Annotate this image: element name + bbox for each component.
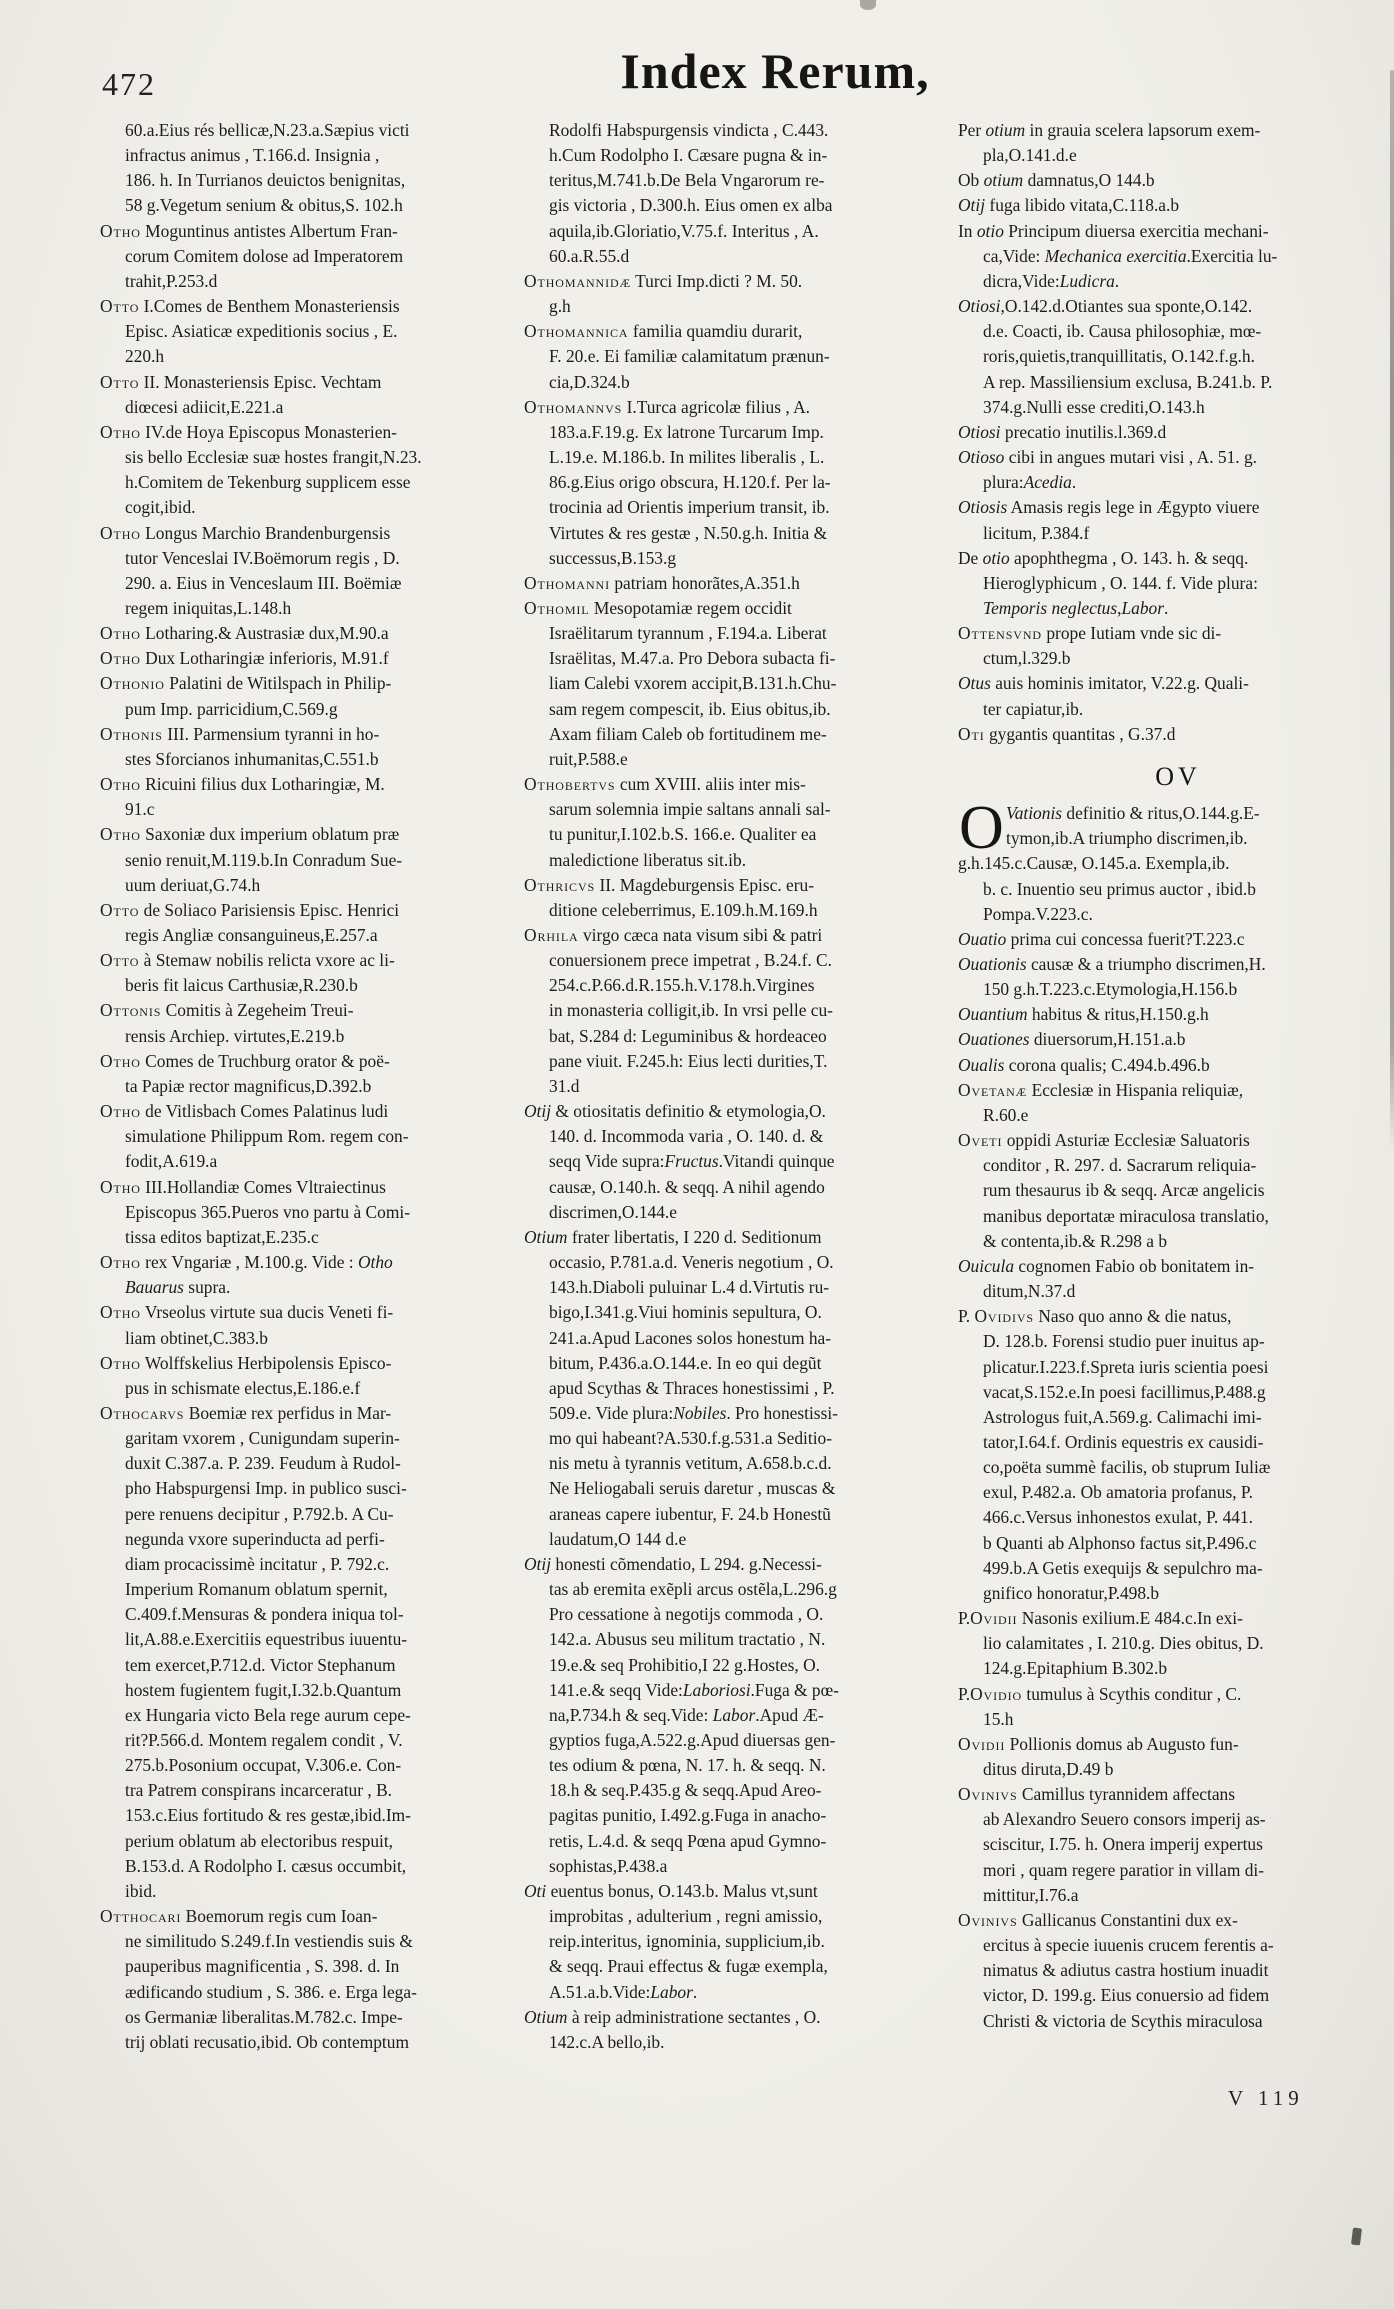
index-line: ne similitudo S.249.f.In vestiendis suis & (125, 1931, 413, 1952)
index-line: ta Papiæ rector magnificus,D.392.b (125, 1075, 372, 1096)
index-line: Ovetanæ Ecclesiæ in Hispania reliquiæ, (958, 1079, 1244, 1100)
index-line: Otho III.Hollandiæ Comes Vltraiectinus (100, 1176, 386, 1197)
index-line: trahit,P.253.d (125, 270, 218, 291)
index-line: corum Comitem dolose ad Imperatorem (125, 245, 404, 266)
index-line: Otthocari Boemorum regis cum Ioan- (100, 1906, 378, 1927)
index-line: plicatur.I.223.f.Spreta iuris scientia poesi (983, 1356, 1269, 1377)
index-line: 124.g.Epitaphium B.302.b (983, 1658, 1168, 1679)
index-line: B.153.d. A Rodolpho I. cæsus occumbit, (125, 1855, 407, 1876)
index-line: successus,B.153.g (549, 547, 677, 568)
index-line: 509.e. Vide plura:Nobiles. Pro honestissi- (549, 1402, 838, 1423)
index-line: 31.d (549, 1075, 580, 1096)
index-line: ruit,P.588.e (549, 748, 628, 769)
index-line: Otho Ricuini filius dux Lotharingiæ, M. (100, 774, 385, 795)
index-line: 466.c.Versus inhonestos exulat, P. 441. (983, 1507, 1254, 1528)
index-line: lit,A.88.e.Exercitiis equestribus iuuentu- (125, 1629, 408, 1650)
index-line: Otioso cibi in angues mutari visi , A. 51. g. (958, 447, 1258, 468)
index-line: trij oblati recusatio,ibid. Ob contemptum (125, 2031, 409, 2052)
index-line: gyptios fuga,A.522.g.Apud diuersas gen- (549, 1730, 836, 1750)
index-line: A rep. Massiliensium exclusa, B.241.b. P. (983, 371, 1273, 392)
index-line: A.51.a.b.Vide:Labor. (549, 1981, 698, 2002)
index-line: fodit,A.619.a (125, 1151, 218, 1172)
index-line: conuersionem prece impetrat , B.24.f. C. (549, 950, 832, 971)
index-line: Ouationis causæ & a triumpho discrimen,H. (958, 954, 1266, 974)
index-line: 15.h (983, 1708, 1014, 1729)
index-line: h.Cum Rodolpho I. Cæsare pugna & in- (549, 145, 828, 166)
index-line: Otho Comes de Truchburg orator & poë- (100, 1050, 390, 1071)
index-line: Christi & victoria de Scythis miraculosa (983, 2010, 1263, 2031)
index-line: lio calamitates , I. 210.g. Dies obitus, D. (983, 1633, 1264, 1654)
index-line: 254.c.P.66.d.R.155.h.V.178.h.Virgines (549, 975, 815, 996)
index-line: 86.g.Eius origo obscura, H.120.f. Per la- (549, 472, 831, 493)
index-line: rum thesaurus ib & seqq. Arcæ angelicis (983, 1180, 1265, 1201)
index-line: 60.a.Eius rés bellicæ,N.23.a.Sæpius victi (125, 120, 410, 140)
section-header: OV (1155, 761, 1201, 791)
index-line: Otium frater libertatis, I 220 d. Seditionum (524, 1226, 822, 1247)
index-line: g.h (549, 296, 571, 317)
index-line: occasio, P.781.a.d. Veneris negotium , O. (549, 1252, 834, 1273)
index-line: Otium à reip administratione sectantes , O. (524, 2006, 821, 2027)
index-line: pus in schismate electus,E.186.e.f (125, 1377, 361, 1398)
index-line: Othobertvs cum XVIII. aliis inter mis- (524, 774, 806, 795)
index-line: Othomanni patriam honorãtes,A.351.h (524, 572, 800, 593)
index-line: discrimen,O.144.e (549, 1201, 677, 1222)
index-line: regem iniquitas,L.148.h (125, 597, 292, 618)
index-line: 499.b.A Getis exequijs & sepulchro ma- (983, 1557, 1263, 1578)
index-line: liam Calebi vxorem accipit,B.131.h.Chu- (549, 673, 837, 694)
index-line: tes odium & pœna, N. 17. h. & seqq. N. (549, 1755, 826, 1776)
index-line: Otto à Stemaw nobilis relicta vxore ac li- (100, 950, 395, 971)
index-line: retis, L.4.d. & seqq Pœna apud Gymno- (549, 1830, 827, 1851)
index-line: Otto I.Comes de Benthem Monasteriensis (100, 296, 400, 317)
index-line: 142.a. Abusus seu militum tractatio , N. (549, 1629, 826, 1650)
index-line: simulatione Philippum Rom. regem con- (125, 1126, 409, 1147)
index-line: Otho Longus Marchio Brandenburgensis (100, 522, 391, 543)
index-line: 374.g.Nulli esse crediti,O.143.h (983, 396, 1205, 417)
index-line: improbitas , adulterium , regni amissio, (549, 1906, 823, 1927)
index-line: vacat,S.152.e.In poesi facillimus,P.488.g (983, 1381, 1266, 1402)
index-line: pum Imp. parricidium,C.569.g (125, 698, 338, 719)
index-line: tem exercet,P.712.d. Victor Stephanum (125, 1654, 396, 1675)
index-line: Ovinivs Gallicanus Constantini dux ex- (958, 1909, 1238, 1930)
index-line: sciscitur, I.75. h. Onera imperij expertus (983, 1834, 1263, 1855)
index-line: ædificando studium , S. 386. e. Erga lega- (125, 1981, 417, 2002)
index-line: ditus diruta,D.49 b (983, 1759, 1114, 1779)
index-line: trocinia ad Orientis imperium transit, ib. (549, 497, 830, 518)
index-line: Orhila virgo cæca nata visum sibi & patri (524, 925, 823, 945)
signature-mark: V 119 (1228, 2086, 1304, 2110)
index-line: Othocarvs Boemiæ rex perfidus in Mar- (100, 1402, 392, 1423)
index-line: teritus,M.741.b.De Bela Vngarorum re- (549, 170, 825, 191)
index-line: Otiosi,O.142.d.Otiantes sua sponte,O.142. (958, 296, 1253, 317)
index-line: C.409.f.Mensuras & pondera iniqua tol- (125, 1604, 404, 1625)
index-line: Otho Saxoniæ dux imperium oblatum præ (100, 824, 400, 845)
index-line: pla,O.141.d.e (983, 145, 1077, 166)
index-line: 60.a.R.55.d (549, 245, 630, 266)
index-line: Per otium in grauia scelera lapsorum exem- (958, 120, 1261, 140)
index-line: tymon,ib.A triumpho discrimen,ib. (1006, 828, 1248, 849)
index-line: Imperium Romanum oblatum spernit, (125, 1579, 388, 1600)
index-line: manibus deportatæ miraculosa translatio, (983, 1205, 1269, 1226)
index-line: 153.c.Eius fortitudo & res gestæ,ibid.Im- (125, 1805, 411, 1826)
index-line: 290. a. Eius in Venceslaum III. Boëmiæ (125, 572, 402, 593)
index-line: Otij honesti cõmendatio, L 294. g.Necessi- (524, 1553, 822, 1574)
index-line: ibid. (125, 1880, 157, 1901)
index-line: F. 20.e. Ei familiæ calamitatum prænun- (549, 346, 830, 367)
index-line: roris,quietis,tranquillitatis, O.142.f.g.h. (983, 346, 1255, 367)
index-line: Otho IV.de Hoya Episcopus Monasterien- (100, 421, 397, 442)
index-line: causæ, O.140.h. & seqq. A nihil agendo (549, 1176, 825, 1197)
index-line: Oti gygantis quantitas , G.37.d (958, 723, 1176, 744)
index-line: infractus animus , T.166.d. Insignia , (125, 145, 380, 166)
index-line: hostem fugientem fugit,I.32.b.Quantum (125, 1679, 402, 1700)
index-line: diam procacissimè incitatur , P. 792.c. (125, 1553, 390, 1574)
index-line: Othricvs II. Magdeburgensis Episc. eru- (524, 874, 815, 895)
index-line: pauperibus magnificentia , S. 398. d. In (125, 1956, 400, 1977)
index-line: sam regem compescit, ib. Eius obitus,ib. (549, 698, 831, 719)
index-line: Ouationes diuersorum,H.151.a.b (958, 1029, 1186, 1050)
index-line: 18.h & seq.P.435.g & seqq.Apud Areo- (549, 1780, 822, 1801)
index-line: & seqq. Praui effectus & fugæ exempla, (549, 1956, 828, 1977)
index-line: Otho Lotharing.& Austrasiæ dux,M.90.a (100, 623, 389, 644)
index-line: 275.b.Posonium occupat, V.306.e. Con- (125, 1755, 402, 1776)
index-line: tator,I.64.f. Ordinis equestris ex causidi- (983, 1431, 1264, 1452)
index-line: Pro cessatione à negotijs commoda , O. (549, 1604, 824, 1625)
index-line: dicra,Vide:Ludicra. (983, 270, 1120, 291)
index-line: Otiosi precatio inutilis.l.369.d (958, 421, 1167, 442)
index-line: Oualis corona qualis; C.494.b.496.b (958, 1054, 1210, 1075)
index-line: bitum, P.436.a.O.144.e. In eo qui degũt (549, 1352, 822, 1373)
index-line: 141.e.& seqq Vide:Laboriosi.Fuga & pœ- (549, 1679, 839, 1700)
index-line: Virtutes & res gestæ , N.50.g.h. Initia & (549, 522, 828, 543)
index-line: tutor Venceslai IV.Boëmorum regis , D. (125, 547, 400, 568)
index-line: P.Ovidio tumulus à Scythis conditur , C. (958, 1683, 1242, 1704)
index-line: gis victoria , D.300.h. Eius omen ex alba (549, 195, 833, 216)
index-line: P. Ovidivs Naso quo anno & die natus, (958, 1306, 1232, 1327)
index-line: Ne Heliogabali seruis daretur , muscas & (549, 1478, 836, 1499)
index-line: pere renuens decipitur , P.792.b. A Cu- (125, 1503, 394, 1524)
index-line: Hieroglyphicum , O. 144. f. Vide plura: (983, 572, 1258, 593)
index-line: Ob otium damnatus,O 144.b (958, 170, 1155, 191)
index-line: rit?P.566.d. Montem regalem condit , V. (125, 1730, 403, 1750)
index-line: bigo,I.341.g.Viui hominis sepultura, O. (549, 1302, 822, 1323)
index-line: Temporis neglectus,Labor. (983, 597, 1169, 618)
index-line: Ovinivs Camillus tyrannidem affectans (958, 1784, 1236, 1805)
index-line: Oveti oppidi Asturiæ Ecclesiæ Saluatoris (958, 1130, 1250, 1151)
index-line: O Vationis definitio & ritus,O.144.g.E- (959, 794, 1260, 863)
index-line: Ovidii Pollionis domus ab Augusto fun- (958, 1733, 1239, 1754)
index-line: Othonis III. Parmensium tyranni in ho- (100, 723, 380, 744)
index-line: rensis Archiep. virtutes,E.219.b (125, 1025, 345, 1046)
index-line: Otho Moguntinus antistes Albertum Fran- (100, 220, 398, 241)
index-line: nis metu à tyrannis vetitum, A.658.b.c.d. (549, 1453, 832, 1474)
index-line: duxit C.387.a. P. 239. Feudum à Rudol- (125, 1453, 401, 1474)
index-line: mittitur,I.76.a (983, 1884, 1079, 1905)
index-line: h.Comitem de Tekenburg supplicem esse (125, 472, 411, 493)
index-line: pane viuit. F.245.h: Eius lecti durities,T. (549, 1050, 828, 1071)
index-line: ter capiatur,ib. (983, 698, 1084, 719)
index-line: Othonio Palatini de Witilspach in Philip- (100, 673, 392, 694)
index-line: 19.e.& seq Prohibitio,I 22 g.Hostes, O. (549, 1654, 820, 1675)
index-line: 186. h. In Turrianos deuictos benignitas, (125, 170, 406, 191)
page-number: 472 (102, 66, 156, 102)
index-line: 220.h (125, 346, 165, 367)
index-line: 58 g.Vegetum senium & obitus,S. 102.h (125, 195, 403, 216)
index-line: Israëlitarum tyrannum , F.194.a. Liberat (549, 623, 827, 644)
index-line: In otio Principum diuersa exercitia mechani- (958, 220, 1269, 241)
scan-ink-blot (1351, 2228, 1362, 2246)
index-line: cogit,ibid. (125, 497, 196, 518)
index-line: Israëlitas, M.47.a. Pro Debora subacta fi- (549, 648, 836, 669)
index-column-1 (100, 118, 514, 2055)
index-line: De otio apophthegma , O. 143. h. & seqq. (958, 547, 1249, 568)
index-line: uum deriuat,G.74.h (125, 874, 261, 895)
index-line: 183.a.F.19.g. Ex latrone Turcarum Imp. (549, 421, 824, 442)
index-line: tra Patrem conspirans incarceratur , B. (125, 1780, 393, 1801)
index-column-3 (958, 118, 1394, 2055)
index-line: Otho rex Vngariæ , M.100.g. Vide : Otho (100, 1252, 393, 1273)
index-column-2 (524, 118, 948, 2055)
index-line: Otho Dux Lotharingiæ inferioris, M.91.f (100, 648, 389, 669)
index-line: negunda vxore superinducta ad perfi- (125, 1528, 385, 1549)
index-line: ca,Vide: Mechanica exercitia.Exercitia lu- (983, 245, 1278, 266)
index-line: 143.h.Diaboli puluinar L.4 d.Virtutis ru- (549, 1277, 830, 1298)
index-line: laudatum,O 144 d.e (549, 1528, 687, 1549)
index-line: Pompa.V.223.c. (983, 903, 1093, 924)
index-line: ab Alexandro Seuero consors imperij as- (983, 1809, 1266, 1830)
index-line: bat, S.284 d: Leguminibus & hordeaceo (549, 1025, 827, 1046)
index-line: tissa editos baptizat,E.235.c (125, 1226, 319, 1247)
index-line: Otho Vrseolus virtute sua ducis Veneti fi- (100, 1302, 394, 1323)
index-line: g.h.145.c.Causæ, O.145.a. Exempla,ib. (958, 853, 1230, 874)
index-line: Bauarus supra. (125, 1277, 231, 1298)
index-line: ercitus à specie iuuenis crucem ferentis a- (983, 1935, 1274, 1956)
index-line: sis bello Ecclesiæ suæ hostes frangit,N.23. (125, 447, 422, 468)
index-columns (100, 118, 1394, 2055)
index-line: exul, P.482.a. Ob amatoria profanus, P. (983, 1482, 1253, 1503)
index-line: licitum, P.384.f (983, 522, 1090, 543)
index-line: ctum,l.329.b (983, 648, 1071, 669)
index-line: P.Ovidii Nasonis exilium.E 484.c.In exi- (958, 1608, 1243, 1629)
index-line: Axam filiam Caleb ob fortitudinem me- (549, 723, 827, 744)
index-line: d.e. Coacti, ib. Causa philosophiæ, mœ- (983, 321, 1262, 342)
index-line: Otiosis Amasis regis lege in Ægypto viuere (958, 497, 1260, 518)
index-line: Rodolfi Habspurgensis vindicta , C.443. (549, 120, 829, 140)
index-line: 91.c (125, 799, 155, 820)
page-title: Index Rerum, (620, 43, 930, 99)
index-line: os Germaniæ liberalitas.M.782.c. Impe- (125, 2006, 403, 2027)
index-line: Ouicula cognomen Fabio ob bonitatem in- (958, 1255, 1255, 1276)
index-line: & contenta,ib.& R.298 a b (983, 1230, 1168, 1251)
index-line: perium oblatum ab electoribus respuit, (125, 1830, 394, 1851)
index-line: liam obtinet,C.383.b (125, 1327, 268, 1348)
index-line: ditione celeberrimus, E.109.h.M.169.h (549, 899, 818, 920)
scan-edge-artifact (1390, 70, 1394, 1150)
index-line: regis Angliæ consanguineus,E.257.a (125, 925, 378, 945)
index-line: R.60.e (983, 1104, 1029, 1125)
index-line: Otho de Vitlisbach Comes Palatinus ludi (100, 1101, 389, 1122)
index-line: Otto de Soliaco Parisiensis Episc. Henrici (100, 899, 400, 920)
index-line: 241.a.Apud Lacones solos honestum ha- (549, 1327, 832, 1348)
index-line: b Quanti ab Alphonso factus sit,P.496.c (983, 1532, 1257, 1553)
index-line: nimatus & adiutus castra hostium inuadit (983, 1960, 1269, 1981)
index-line: 150 g.h.T.223.c.Etymologia,H.156.b (983, 979, 1238, 1000)
index-line: diœcesi adiicit,E.221.a (125, 396, 284, 417)
drop-cap: O (959, 794, 1004, 863)
index-line: Ouatio prima cui concessa fuerit?T.223.c (958, 928, 1245, 949)
index-line: D. 128.b. Forensi studio puer inuitus ap- (983, 1331, 1265, 1352)
index-line: co,poëta summè facilis, ob stuprum Iuliæ (983, 1457, 1271, 1478)
index-line: sophistas,P.438.a (549, 1855, 668, 1876)
index-line: L.19.e. M.186.b. In milites liberalis , L. (549, 447, 825, 468)
index-line: Otij fuga libido vitata,C.118.a.b (958, 195, 1180, 216)
index-line: na,P.734.h & seq.Vide: Labor.Apud Æ- (549, 1704, 824, 1725)
index-line: Othomannidæ Turci Imp.dicti ? M. 50. (524, 270, 803, 291)
index-line: conditor , R. 297. d. Sacrarum reliquia- (983, 1155, 1257, 1176)
index-line: Othomannica familia quamdiu durarit, (524, 321, 803, 342)
index-line: Otij & otiositatis definitio & etymologia,O. (524, 1101, 826, 1122)
index-line: Ouantium habitus & ritus,H.150.g.h (958, 1004, 1209, 1025)
index-line: Ottonis Comitis à Zegeheim Treui- (100, 1000, 354, 1021)
index-line: 140. d. Incommoda varia , O. 140. d. & (549, 1126, 824, 1147)
index-line: pho Habspurgensi Imp. in publico susci- (125, 1478, 407, 1499)
index-line: reip.interitus, ignominia, supplicium,ib. (549, 1931, 825, 1952)
index-line: tas ab eremita exẽpli arcus ostẽla,L.296.g (549, 1579, 837, 1600)
index-line: Oti euentus bonus, O.143.b. Malus vt,sunt (524, 1880, 818, 1901)
index-line: beris fit laicus Carthusiæ,R.230.b (125, 975, 358, 996)
index-line: maledictione liberatus sit.ib. (549, 849, 747, 870)
index-line: seqq Vide supra:Fructus.Vitandi quinque (549, 1151, 835, 1172)
index-line: garitam vxorem , Cunigundam superin- (125, 1428, 400, 1449)
index-line: pagitas punitio, I.492.g.Fuga in anacho- (549, 1805, 827, 1826)
index-line: ditum,N.37.d (983, 1281, 1076, 1302)
index-line: tu punitur,I.102.b.S. 166.e. Qualiter ea (549, 824, 817, 845)
index-line: Episc. Asiaticæ expeditionis socius , E. (125, 321, 398, 342)
index-line: victor, D. 199.g. Eius conuersio ad fidem (983, 1985, 1270, 2006)
index-line: aquila,ib.Gloriatio,V.75.f. Interitus , A. (549, 220, 819, 241)
index-line: Othomil Mesopotamiæ regem occidit (524, 597, 792, 618)
index-line: mori , quam regere paratior in villam di- (983, 1859, 1265, 1880)
index-line: senio renuit,M.119.b.In Conradum Sue- (125, 849, 403, 870)
index-line: stes Sforcianos inhumanitas,C.551.b (125, 748, 379, 769)
index-line: Otus auis hominis imitator, V.22.g. Quali- (958, 673, 1249, 694)
scan-speck (860, 0, 876, 10)
index-line: Episcopus 365.Pueros vno partu à Comi- (125, 1201, 410, 1222)
index-line: araneas capere iubentur, F. 24.b Honestũ (549, 1503, 831, 1524)
index-line: plura:Acedia. (983, 472, 1077, 493)
index-line: Othomannvs I.Turca agricolæ filius , A. (524, 396, 810, 417)
index-line: Ottensvnd prope Iutiam vnde sic di- (958, 623, 1222, 644)
index-line: mo qui habeant?A.530.f.g.531.a Seditio- (549, 1428, 833, 1449)
index-line: apud Scythas & Thraces honestissimi , P. (549, 1377, 835, 1398)
index-line: gnifico honoratur,P.498.b (983, 1582, 1160, 1603)
index-line: cia,D.324.b (549, 371, 630, 392)
index-line: sarum solemnia impie saltans annali sal- (549, 799, 831, 820)
index-line: 142.c.A bello,ib. (549, 2031, 665, 2052)
index-line: ex Hungaria victo Bela rege aurum cepe- (125, 1704, 411, 1725)
index-line: in monasteria colligit,ib. In vrsi pelle cu- (549, 1000, 833, 1021)
index-line: Astrologus fuit,A.569.g. Calimachi imi- (983, 1406, 1262, 1427)
index-line: b. c. Inuentio seu primus auctor , ibid.b (983, 878, 1256, 899)
index-line: Otho Wolffskelius Herbipolensis Episco- (100, 1352, 392, 1373)
index-line: Otto II. Monasteriensis Episc. Vechtam (100, 371, 382, 392)
